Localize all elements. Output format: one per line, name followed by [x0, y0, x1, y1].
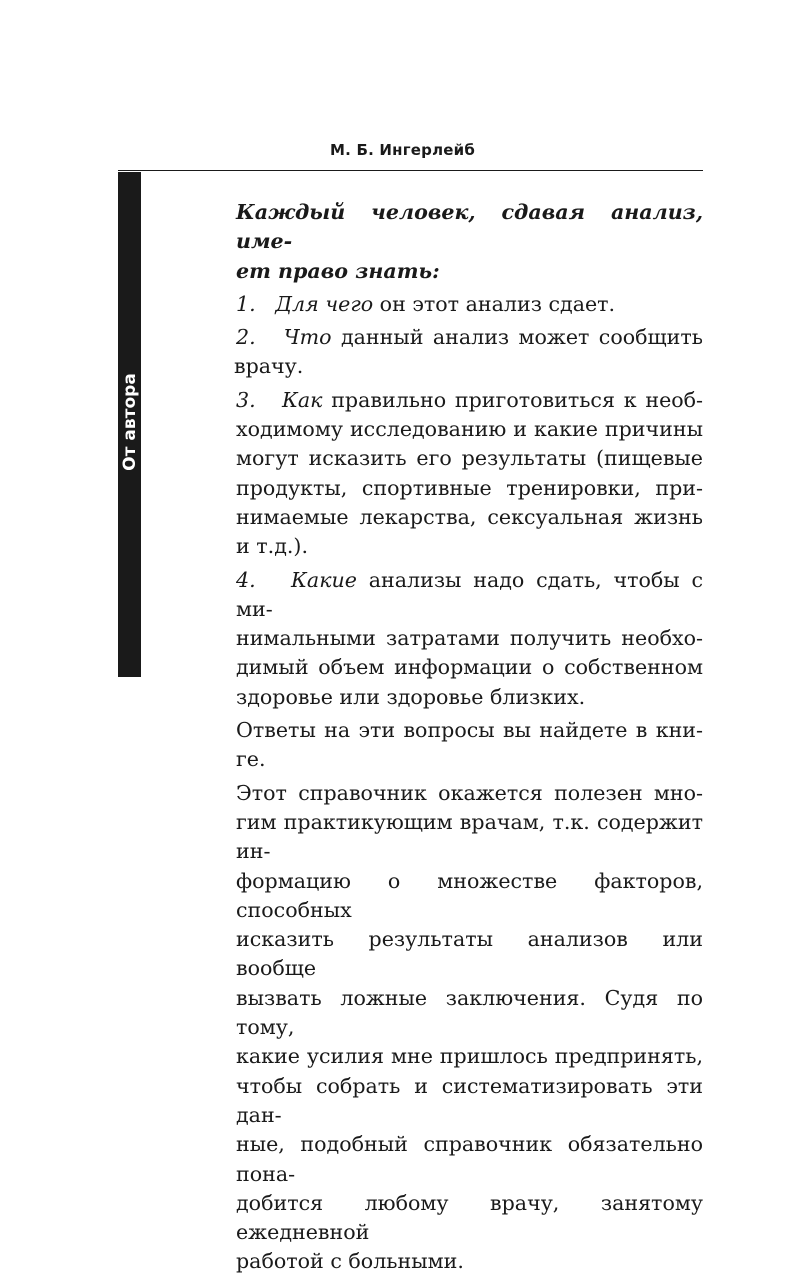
list-item-1 [236, 290, 703, 319]
paragraph-line: Ответы на эти вопросы вы найдете в кни- [236, 718, 703, 743]
paragraph-line: какие усилия мне пришлось предпринять, [236, 1044, 703, 1069]
paragraph-line: вызвать ложные заключения. Судя по тому, [236, 985, 703, 1040]
list-item-2 [236, 323, 703, 382]
item-number: 1. [236, 291, 256, 316]
paragraph-line: чтобы собрать и систематизировать эти дан- [236, 1073, 703, 1127]
item-keyword: Для чего [275, 291, 374, 316]
paragraph-line: исказить результаты анализов или вообще [236, 927, 703, 981]
item-text: нимальными затратами получить необхо- [236, 626, 703, 651]
item-text: здоровье или здоровье близких. [236, 684, 586, 709]
item-text: димый объем информации о собственном [236, 655, 703, 680]
paragraph-line: ге. [236, 747, 266, 772]
paragraph-line: ные, подобный справочник обязательно пона- [236, 1132, 703, 1186]
paragraph-line: добится любому врачу, занятому ежедневной [236, 1190, 703, 1245]
item-number: 2. [236, 325, 256, 350]
item-text: врачу. [234, 354, 304, 379]
item-text: правильно приготовиться к необ- [322, 387, 704, 412]
header-rule [118, 170, 703, 171]
item-number: 3. [236, 387, 256, 412]
item-number: 4. [236, 567, 256, 592]
item-text: нимаемые лекарства, сексуальная жизнь [236, 504, 703, 529]
item-keyword: Какие [290, 567, 357, 592]
item-keyword: Что [283, 325, 332, 350]
section-tab-label: От автора [120, 373, 140, 471]
paragraph-line: формацию о множестве факторов, способных [236, 868, 703, 922]
item-text: анализы надо сдать, чтобы с ми- [236, 567, 703, 621]
lead-paragraph [236, 198, 703, 286]
item-text: и т.д.). [236, 534, 309, 559]
item-text: ходимому исследованию и какие причины [236, 417, 703, 442]
paragraph-line: Этот справочник окажется полезен мно- [236, 780, 703, 805]
lead-line: Каждый человек, сдавая анализ, име- [236, 200, 703, 254]
item-text: продукты, спортивные тренировки, при- [236, 475, 703, 500]
paragraph-handbook [236, 779, 703, 1277]
paragraph-line: работой с больными. [236, 1249, 464, 1274]
list-item-3 [236, 386, 703, 562]
paragraph-line: гим практикующим врачам, т.к. содержит ин- [236, 809, 703, 864]
lead-line: ет право знать: [236, 258, 440, 283]
item-text: он этот анализ сдает. [373, 291, 616, 316]
item-text: данный анализ может сообщить [331, 325, 704, 350]
list-item-4 [236, 566, 703, 712]
item-keyword: Как [281, 387, 323, 412]
page-body [236, 198, 703, 1277]
item-text: могут исказить его результаты (пищевые [236, 446, 703, 471]
running-head: М. Б. Ингерлейб [330, 141, 476, 159]
paragraph-answers [236, 716, 703, 775]
